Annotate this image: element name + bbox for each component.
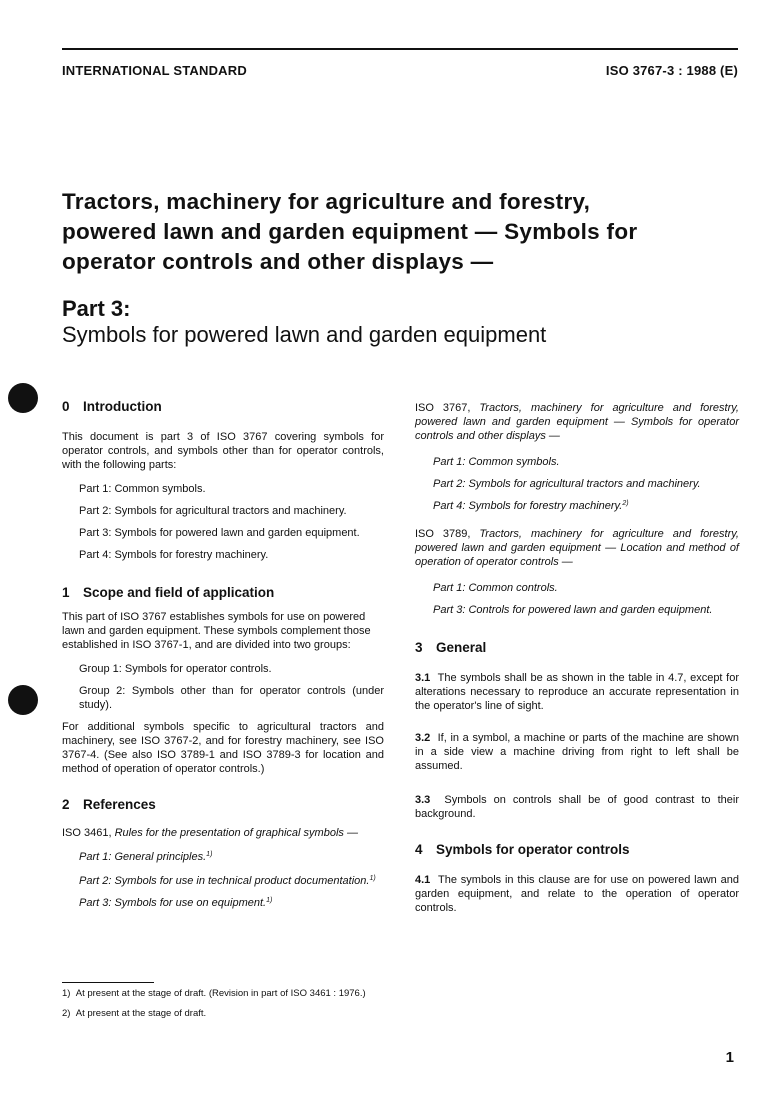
- intro-part-1: Part 1: Common symbols.: [79, 483, 206, 495]
- section-heading-symbols-for-operator-controls: 4 Symbols for operator controls: [415, 842, 630, 857]
- document-title: [62, 187, 742, 277]
- reference-iso-3461: ISO 3461, Rules for the presentation of graphical symbols —: [62, 827, 358, 839]
- scope-paragraph-2: For additional symbols specific to agricultural tractors and machinery, see ISO 3767-2, and for forestry machinery, see ISO 3767-4. (See also ISO 3789-1 and ISO 3789-3 for location and method of operation of operator controls.): [62, 721, 384, 775]
- footnote-rule: [62, 982, 154, 983]
- intro-part-4: Part 4: Symbols for forestry machinery.: [79, 549, 269, 561]
- reference-iso-3789: ISO 3789, Tractors, machinery for agriculture and forestry, powered lawn and garden equipment — Location and method of operation of operator controls —: [415, 528, 739, 568]
- clause-3-3: 3.3 Symbols on controls shall be of good contrast to their background.: [415, 794, 739, 820]
- introduction-paragraph: This document is part 3 of ISO 3767 covering symbols for operator controls, and symbols other than for operator controls, with the following parts:: [62, 431, 384, 471]
- section-heading-introduction: 0 Introduction: [62, 399, 162, 414]
- reference-3767-part-4: Part 4: Symbols for forestry machinery.$^{2)}$: [433, 500, 629, 512]
- reference-3789-part-1: Part 1: Common controls.: [433, 582, 558, 594]
- right-column: [415, 401, 739, 915]
- title-line-2: powered lawn and garden equipment — Symbols for: [62, 219, 638, 244]
- left-column: [62, 398, 384, 910]
- title-line-1: Tractors, machinery for agriculture and forestry,: [62, 189, 591, 214]
- header-standard-label: INTERNATIONAL STANDARD: [62, 63, 247, 78]
- section-heading-general: 3 General: [415, 640, 487, 655]
- page-number: 1: [725, 1049, 734, 1066]
- top-rule: [62, 48, 738, 50]
- header-document-number: ISO 3767-3 : 1988 (E): [605, 63, 738, 78]
- reference-3789-part-3: Part 3: Controls for powered lawn and garden equipment.: [433, 604, 713, 616]
- scope-group-2: Group 2: Symbols other than for operator controls (under study).: [79, 685, 384, 711]
- title-line-3: operator controls and other displays —: [62, 249, 494, 274]
- clause-4-1: 4.1 The symbols in this clause are for use on powered lawn and garden equipment, and relate to the operation of operator controls.: [415, 874, 739, 914]
- footnote-1: 1) At present at the stage of draft. (Revision in part of ISO 3461 : 1976.): [62, 988, 366, 999]
- section-heading-references: 2 References: [62, 797, 156, 812]
- section-heading-scope: 1 Scope and field of application: [62, 585, 275, 600]
- reference-3461-part-3: Part 3: Symbols for use on equipment.$^{1)}$: [79, 897, 273, 909]
- intro-part-2: Part 2: Symbols for agricultural tractors and machinery.: [79, 505, 347, 517]
- reference-3767-part-1: Part 1: Common symbols.: [433, 456, 560, 468]
- footnote-2: 2) At present at the stage of draft.: [62, 1008, 207, 1019]
- intro-part-3: Part 3: Symbols for powered lawn and garden equipment.: [79, 527, 360, 539]
- punch-hole-bottom: [8, 685, 38, 715]
- scope-group-1: Group 1: Symbols for operator controls.: [79, 663, 272, 675]
- part-number: Part 3:: [62, 296, 131, 321]
- clause-3-1: 3.1 The symbols shall be as shown in the table in 4.7, except for alterations necessary to reproduce an accurate representation in the operator's line of sight.: [415, 672, 739, 712]
- reference-iso-3767: ISO 3767, Tractors, machinery for agriculture and forestry, powered lawn and garden equipment — Symbols for operator controls and other displays —: [415, 402, 739, 442]
- reference-3461-part-1: Part 1: General principles.$^{1)}$: [79, 851, 213, 863]
- clause-3-2: 3.2 If, in a symbol, a machine or parts of the machine are shown in a side view a machine driving from right to left shall be assumed.: [415, 732, 739, 772]
- part-title: Symbols for powered lawn and garden equipment: [62, 322, 547, 347]
- punch-hole-top: [8, 383, 38, 413]
- scope-paragraph: This part of ISO 3767 establishes symbols for use on powered lawn and garden equipment. These symbols complement those established in ISO 3767-1, and are divided into two groups:: [62, 611, 371, 651]
- reference-3461-part-2: Part 2: Symbols for use in technical product documentation.$^{1)}$: [79, 875, 376, 887]
- reference-3767-part-2: Part 2: Symbols for agricultural tractors and machinery.: [433, 478, 701, 490]
